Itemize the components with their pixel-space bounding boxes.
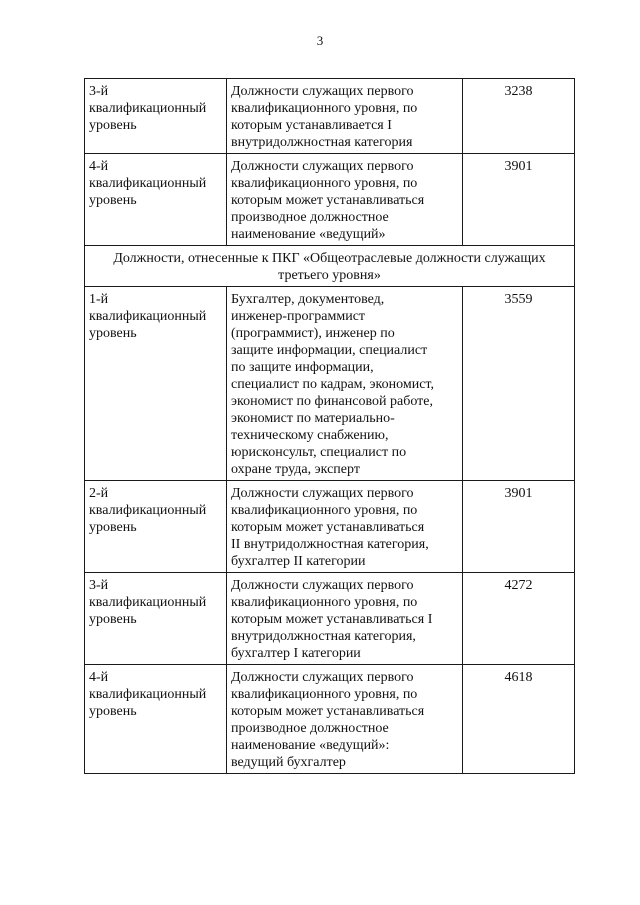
position-description-text: квалификационного уровня, по [231,503,418,518]
qualification-level-text: 3-й [89,578,109,593]
position-description-text: экономист по финансовой работе, [231,394,433,409]
salary-value-cell: 3901 [463,154,575,246]
position-description-text: которым может устанавливаться I [231,612,433,627]
position-description-text: внутридолжностная категория, [231,629,416,644]
qualification-level-text: уровень [89,193,137,208]
section-header-line: третьего уровня» [278,268,381,283]
position-description-text: квалификационного уровня, по [231,176,418,191]
position-description-text: Должности служащих первого [231,486,414,501]
salary-value-cell: 4618 [463,665,575,774]
position-description-cell [227,287,463,481]
qualification-level-text: уровень [89,118,137,133]
position-description-text: квалификационного уровня, по [231,687,418,702]
position-description-text: которым может устанавливаться [231,193,425,208]
position-description-text: защите информации, специалист [231,343,428,358]
position-description-text: юрисконсульт, специалист по [231,445,407,460]
salary-table-body [85,79,575,774]
qualification-level-cell [85,665,227,774]
qualification-level-text: квалификационный [89,101,207,116]
qualification-level-text: квалификационный [89,176,207,191]
position-description-text: Должности служащих первого [231,159,414,174]
position-description-text: которым может устанавливаться [231,704,425,719]
position-description-text: Бухгалтер, документовед, [231,292,385,307]
table-row [85,287,575,481]
position-description-cell [227,481,463,573]
position-description-text: бухгалтер I категории [231,646,361,661]
position-description-text: Должности служащих первого [231,84,414,99]
position-description-text: ведущий бухгалтер [231,755,346,770]
position-description-text: Должности служащих первого [231,670,414,685]
qualification-level-cell [85,481,227,573]
position-description-text: квалификационного уровня, по [231,101,418,116]
position-description-text: инженер-программист [231,309,366,324]
qualification-level-text: 4-й [89,670,109,685]
qualification-level-text: 3-й [89,84,109,99]
qualification-level-text: квалификационный [89,687,207,702]
salary-value-cell: 3238 [463,79,575,154]
position-description-cell [227,79,463,154]
table-row [85,665,575,774]
position-description-cell [227,665,463,774]
position-description-text: техническому снабжению, [231,428,389,443]
position-description-cell [227,573,463,665]
position-description-text: специалист по кадрам, экономист, [231,377,434,392]
salary-value-cell: 3901 [463,481,575,573]
position-description-text: (программист), инженер по [231,326,395,341]
position-description-text: наименование «ведущий» [231,227,386,242]
salary-table [84,78,575,774]
table-row [85,573,575,665]
position-description-text: наименование «ведущий»: [231,738,390,753]
qualification-level-text: 1-й [89,292,109,307]
position-description-cell [227,154,463,246]
qualification-level-cell [85,287,227,481]
qualification-level-text: уровень [89,612,137,627]
position-description-text: экономист по материально- [231,411,395,426]
qualification-level-text: квалификационный [89,503,207,518]
page-number: 3 [316,33,324,48]
salary-value-cell: 3559 [463,287,575,481]
section-header-line: Должности, отнесенные к ПКГ «Общеотраслевые должности служащих [113,251,546,266]
qualification-level-text: квалификационный [89,309,207,324]
position-description-text: которым устанавливается I [231,118,392,133]
qualification-level-text: уровень [89,520,137,535]
qualification-level-text: квалификационный [89,595,207,610]
position-description-text: охране труда, эксперт [231,462,360,477]
qualification-level-cell [85,573,227,665]
position-description-text: Должности служащих первого [231,578,414,593]
table-row [85,481,575,573]
table-row [85,79,575,154]
salary-value-cell: 4272 [463,573,575,665]
position-description-text: II внутридолжностная категория, [231,537,429,552]
qualification-level-cell [85,154,227,246]
position-description-text: которым может устанавливаться [231,520,425,535]
table-row [85,154,575,246]
position-description-text: внутридолжностная категория [231,135,413,150]
section-header-row [85,246,575,287]
qualification-level-text: уровень [89,326,137,341]
position-description-text: бухгалтер II категории [231,554,366,569]
position-description-text: квалификационного уровня, по [231,595,418,610]
position-description-text: по защите информации, [231,360,374,375]
qualification-level-text: 2-й [89,486,109,501]
qualification-level-text: 4-й [89,159,109,174]
qualification-level-text: уровень [89,704,137,719]
qualification-level-cell [85,79,227,154]
position-description-text: производное должностное [231,210,389,225]
position-description-text: производное должностное [231,721,389,736]
section-header-cell [85,246,575,287]
